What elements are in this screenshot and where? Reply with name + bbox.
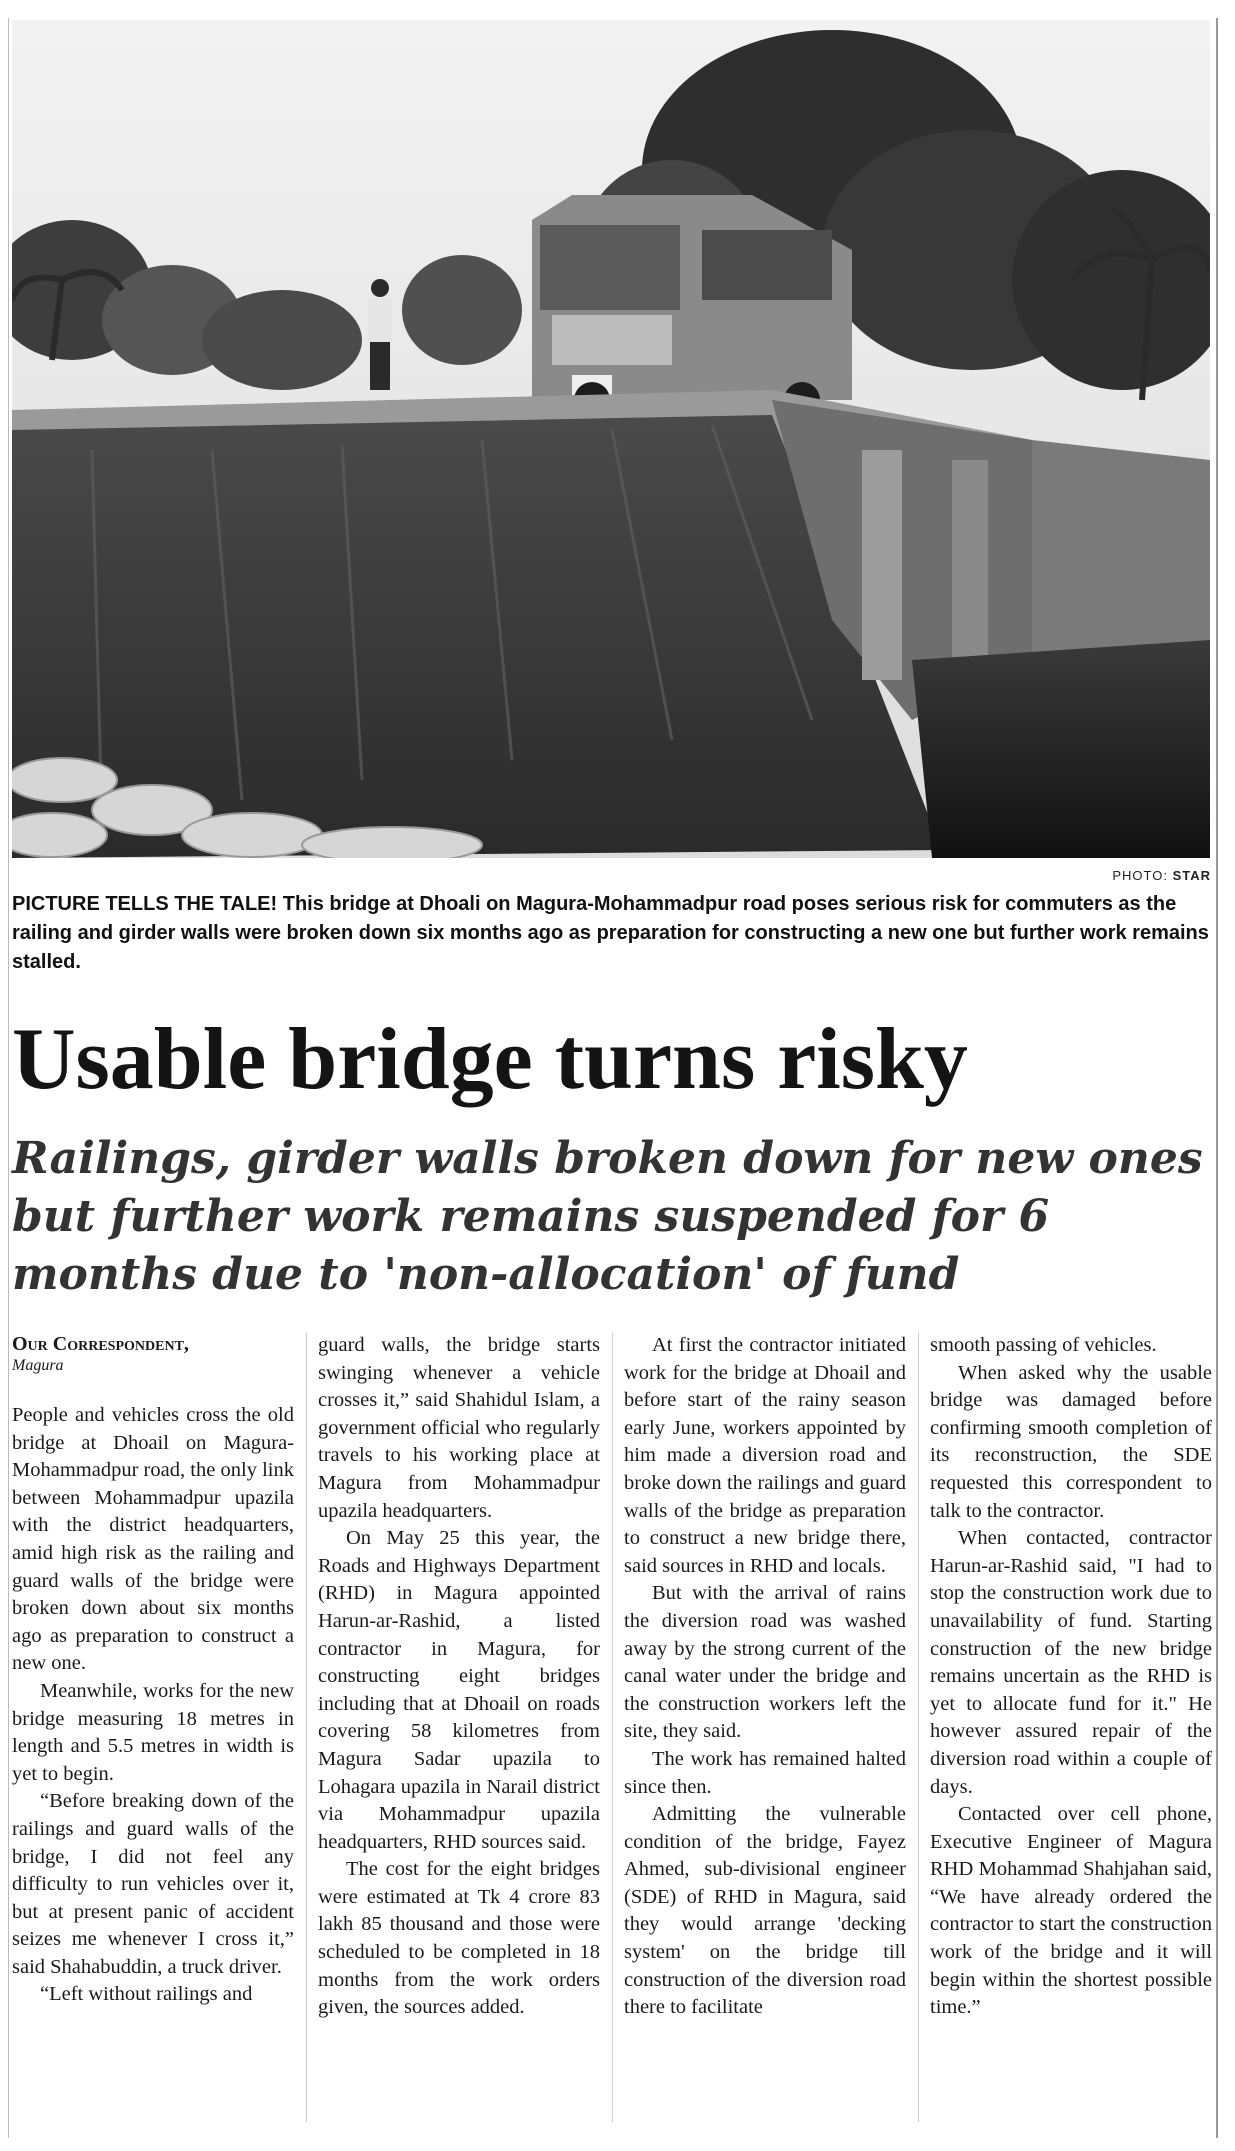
article-column-4: [930, 1332, 1212, 2022]
photo-credit: [1112, 868, 1211, 883]
bus-shape: [532, 195, 852, 418]
column-divider: [918, 1332, 919, 2122]
paragraph: “Left without railings and: [40, 1983, 253, 2006]
paragraph: Contacted over cell phone, Executive Engineer of Magura RHD Mohammad Shahjahan said, “We have already ordered the contractor to start the construction work of the bridge and it will begin within the shortest possible time.”: [930, 1803, 1212, 2019]
paragraph: But with the arrival of rains the diversion road was washed away by the strong current of the canal water under the bridge and the construction workers left the site, they said.: [624, 1582, 906, 1743]
paragraph: People and vehicles cross the old bridge at Dhoail on Magura-Mohammadpur road, the only link between Mohammadpur upazila with the district headquarters, amid high risk as the railing and guard walls of the bridge were broken down about six months ago as preparation to construct a new one.: [12, 1404, 294, 1675]
dateline: Magura: [12, 1357, 64, 1374]
article-column-1: [12, 1332, 294, 2009]
paragraph: guard walls, the bridge starts swinging whenever a vehicle crosses it,” said Shahidul Islam, a government official who regularly travels to his working place at Magura from Mohammadpur upazila headquarters.: [318, 1334, 600, 1522]
news-photo: [12, 20, 1210, 858]
photo-credit-label: PHOTO:: [1112, 868, 1173, 883]
article-column-3: [624, 1332, 906, 2022]
subheadline: Railings, girder walls broken down for new ones but further work remains suspended for 6 months due to 'non-allocation' of fund: [12, 1133, 1203, 1300]
byline: Our Correspondent,: [12, 1333, 189, 1355]
photo-caption: PICTURE TELLS THE TALE! This bridge at Dhoali on Magura-Mohammadpur road poses serious risk for commuters as the railing and girder walls were broken down six months ago as preparation for constructing a new one but further work remains stalled.: [12, 893, 1209, 973]
paragraph: At first the contractor initiated work for the bridge at Dhoail and before start of the rainy season early June, workers appointed by him made a diversion road and broke down the railings and guard walls of the bridge as preparation to construct a new bridge there, said sources in RHD and locals.: [624, 1334, 906, 1577]
paragraph: The work has remained halted since then.: [624, 1747, 906, 1798]
paragraph: When asked why the usable bridge was damaged before confirming smooth completion of its reconstruction, the SDE requested this correspondent to talk to the contractor.: [930, 1361, 1212, 1522]
paragraph: “Before breaking down of the railings and guard walls of the bridge, I did not feel any difficulty to run vehicles over it, but at present panic of accident seizes me whenever I cross it,” said Shahabuddin, a truck driver.: [12, 1790, 294, 1978]
bridge-photo-icon: [12, 20, 1210, 858]
paragraph: Meanwhile, works for the new bridge measuring 18 metres in length and 5.5 metres in width is yet to begin.: [12, 1679, 294, 1785]
paragraph: smooth passing of vehicles.: [930, 1334, 1157, 1356]
paragraph: Admitting the vulnerable condition of the bridge, Fayez Ahmed, sub-divisional engineer (SDE) of RHD in Magura, said they would arrange 'decking system' on the bridge till construction of the diversion road there to facilitate: [624, 1803, 906, 2019]
photo-credit-source: STAR: [1172, 868, 1211, 883]
paragraph: On May 25 this year, the Roads and Highways Department (RHD) in Magura appointed Harun-ar-Rashid, a listed contractor in Magura, for constructing eight bridges including that at Dhoail on roads covering 58 kilometres from Magura Sadar upazila to Lohagara upazila in Narail district via Mohammadpur upazila headquarters, RHD sources said.: [318, 1527, 600, 1853]
headline: Usable bridge turns risky: [12, 1011, 968, 1108]
column-divider: [306, 1332, 307, 2122]
article-column-2: [318, 1332, 600, 2022]
column-divider: [612, 1332, 613, 2122]
paragraph: When contacted, contractor Harun-ar-Rashid said, "I had to stop the construction work due to unavailability of fund. Starting construction of the new bridge remains uncertain as the RHD is yet to allocate fund for it." He however assured repair of the diversion road within a couple of days.: [930, 1527, 1212, 1798]
paragraph: The cost for the eight bridges were estimated at Tk 4 crore 83 lakh 85 thousand and those were scheduled to be completed in 18 months from the work orders given, the sources added.: [318, 1858, 600, 2019]
